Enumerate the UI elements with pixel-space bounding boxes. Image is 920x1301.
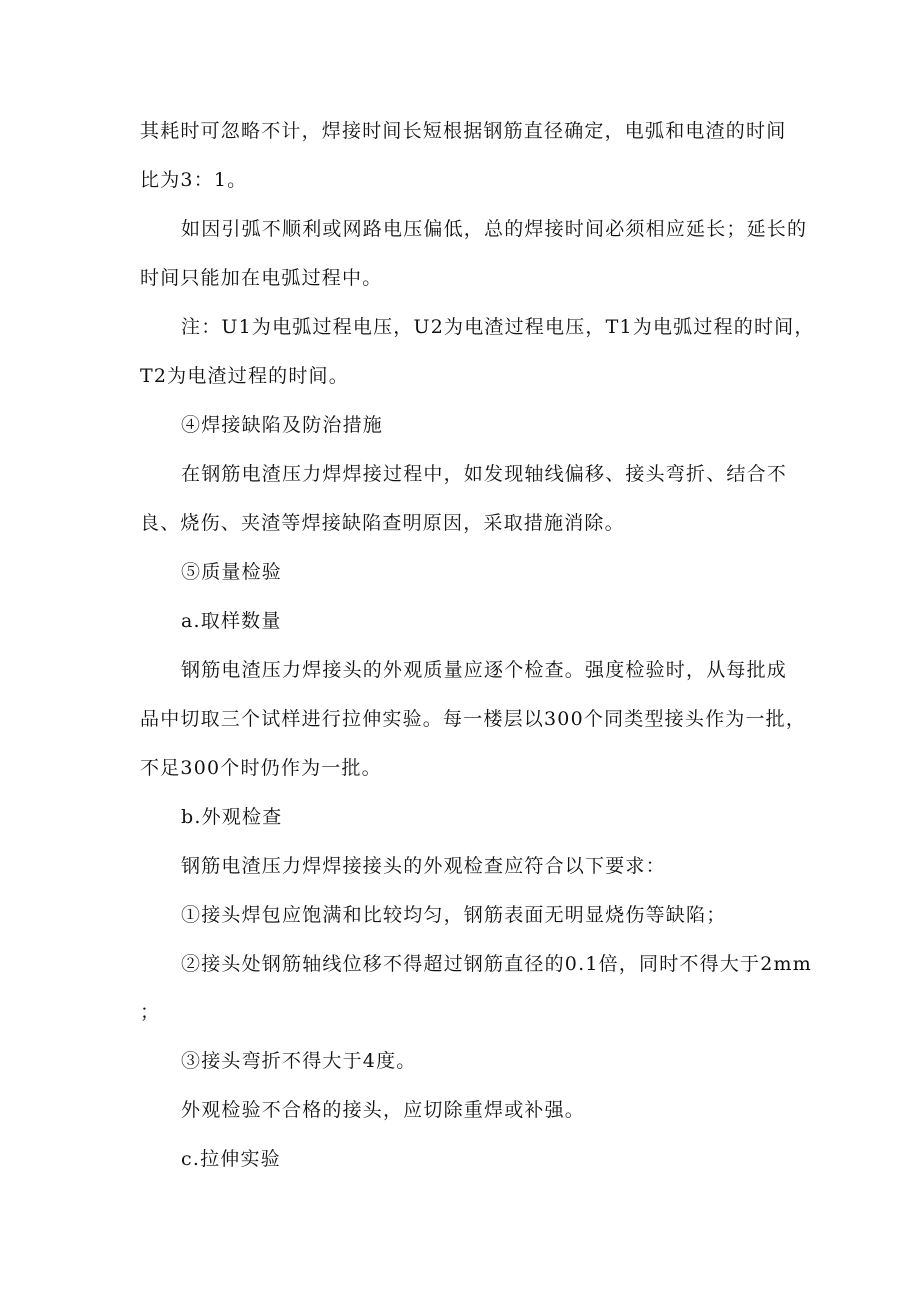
text-line: 如因引弧不顺利或网路电压偏低，总的焊接时间必须相应延长；延长的 [181,218,808,240]
list-item: ②接头处钢筋轴线位移不得超过钢筋直径的0.1倍，同时不得大于2mm [181,953,812,975]
text-line: 品中切取三个试样进行拉伸实验。每一楼层以300个同类型接头作为一批， [140,708,807,730]
subsection-heading: a.取样数量 [181,610,282,632]
text-line: 其耗时可忽略不计，焊接时间长短根据钢筋直径确定，电弧和电渣的时间 [140,120,787,142]
text-line: 比为3：1。 [140,169,248,191]
section-heading: ⑤质量检验 [181,561,283,583]
list-item: ③接头弯折不得大于4度。 [181,1050,417,1072]
text-line: 不足300个时仍作为一批。 [140,757,382,779]
text-line: 注：U1为电弧过程电压，U2为电渣过程电压，T1为电弧过程的时间， [181,316,815,338]
text-line: 良、烧伤、夹渣等焊接缺陷查明原因，采取措施消除。 [140,512,625,534]
text-line: 在钢筋电渣压力焊焊接过程中，如发现轴线偏移、接头弯折、结合不 [181,463,788,485]
text-line: 时间只能加在电弧过程中。 [140,267,383,289]
text-line: 钢筋电渣压力焊接头的外观质量应逐个检查。强度检验时，从每批成 [181,659,788,681]
list-item: ①接头焊包应饱满和比较均匀，钢筋表面无明显烧伤等缺陷； [181,904,727,926]
text-line: 外观检验不合格的接头，应切除重焊或补强。 [181,1099,586,1121]
text-line: 钢筋电渣压力焊焊接接头的外观检查应符合以下要求： [181,855,666,877]
text-line: ； [140,1001,161,1023]
subsection-heading: b.外观检查 [181,806,283,828]
subsection-heading: c.拉伸实验 [181,1148,281,1170]
text-line: T2为电渣过程的时间。 [140,365,349,387]
section-heading: ④焊接缺陷及防治措施 [181,414,384,436]
